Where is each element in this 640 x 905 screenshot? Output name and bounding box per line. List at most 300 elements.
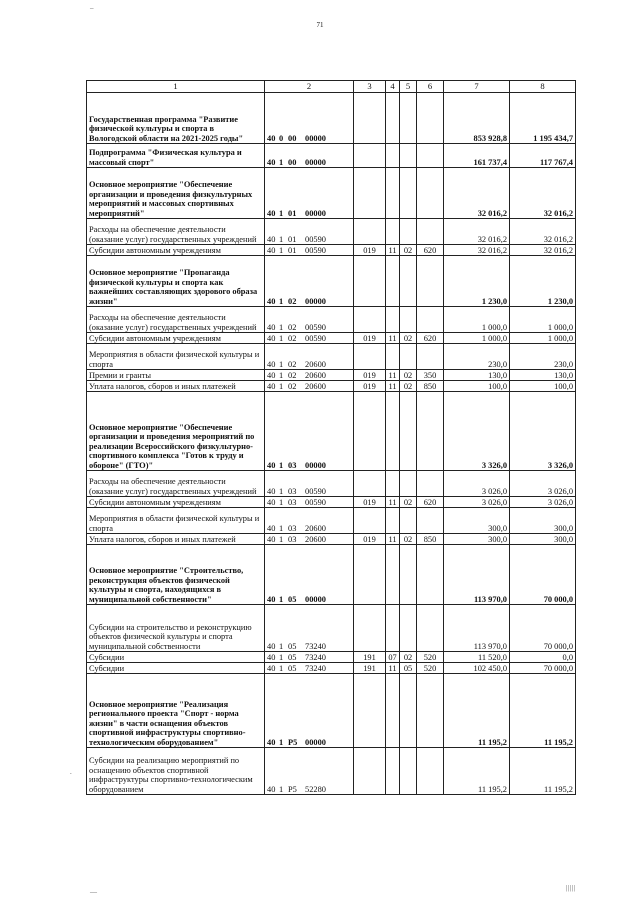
ministry-code xyxy=(354,392,386,471)
code-part: 00 xyxy=(288,157,297,167)
table-row xyxy=(87,245,576,256)
subsection-code xyxy=(400,392,417,471)
code-part: 1 xyxy=(279,486,284,496)
code-part: 02 xyxy=(288,381,297,391)
code-part: 40 xyxy=(267,497,276,507)
code-part: 52280 xyxy=(305,784,326,794)
amount-2021: 1 230,0 xyxy=(444,256,510,307)
subsection-code xyxy=(400,545,417,605)
amount-2021: 11 195,2 xyxy=(444,674,510,748)
ministry-code: 019 xyxy=(354,333,386,344)
table-row xyxy=(87,497,576,508)
code-part: 73240 xyxy=(305,641,326,651)
code-part: 02 xyxy=(288,333,297,343)
column-header: 8 xyxy=(510,81,576,93)
code-part: 0 xyxy=(279,133,284,143)
section-code xyxy=(386,605,400,652)
column-header: 2 xyxy=(265,81,354,93)
code-part: 02 xyxy=(288,296,297,306)
amount-2021: 32 016,2 xyxy=(444,168,510,219)
amount-2022: 117 767,4 xyxy=(510,144,576,168)
ministry-code: 019 xyxy=(354,497,386,508)
amount-2021: 1 000,0 xyxy=(444,333,510,344)
program-code xyxy=(265,545,354,605)
subsection-code xyxy=(400,93,417,144)
code-part: 1 xyxy=(279,157,284,167)
code-part: 40 xyxy=(267,486,276,496)
table-row xyxy=(87,333,576,344)
code-part: 40 xyxy=(267,784,276,794)
amount-2022: 32 016,2 xyxy=(510,245,576,256)
amount-2021: 230,0 xyxy=(444,344,510,370)
row-name: Подпрограмма "Физическая культура и массовый спорт" xyxy=(87,144,265,168)
subsection-code xyxy=(400,508,417,534)
amount-2021: 113 970,0 xyxy=(444,545,510,605)
code-part: 01 xyxy=(288,234,297,244)
code-part: 40 xyxy=(267,460,276,470)
code-part: 40 xyxy=(267,333,276,343)
subsection-code xyxy=(400,674,417,748)
code-part: 1 xyxy=(279,534,284,544)
code-part: 73240 xyxy=(305,663,326,673)
code-part: 02 xyxy=(288,359,297,369)
code-part: 00000 xyxy=(305,737,326,747)
expense-type-code xyxy=(417,256,444,307)
ministry-code xyxy=(354,93,386,144)
program-code xyxy=(265,370,354,381)
section-code xyxy=(386,256,400,307)
amount-2021: 11 195,2 xyxy=(444,748,510,795)
amount-2022: 0,0 xyxy=(510,652,576,663)
code-part: 1 xyxy=(279,784,284,794)
amount-2022: 32 016,2 xyxy=(510,168,576,219)
amount-2022: 230,0 xyxy=(510,344,576,370)
expense-type-code: 620 xyxy=(417,497,444,508)
ministry-code xyxy=(354,256,386,307)
code-part: 1 xyxy=(279,523,284,533)
amount-2021: 100,0 xyxy=(444,381,510,392)
subsection-code: 02 xyxy=(400,370,417,381)
code-part: 1 xyxy=(279,234,284,244)
expense-type-code: 620 xyxy=(417,333,444,344)
amount-2021: 3 026,0 xyxy=(444,471,510,497)
subsection-code: 02 xyxy=(400,497,417,508)
code-part: 00590 xyxy=(305,497,326,507)
scan-artifact: — xyxy=(90,888,97,896)
section-code: 11 xyxy=(386,381,400,392)
code-part: 01 xyxy=(288,208,297,218)
code-part: 03 xyxy=(288,523,297,533)
column-header: 1 xyxy=(87,81,265,93)
section-code xyxy=(386,674,400,748)
amount-2021: 300,0 xyxy=(444,534,510,545)
subsection-code: 02 xyxy=(400,652,417,663)
code-part: 1 xyxy=(279,594,284,604)
ministry-code: 191 xyxy=(354,652,386,663)
section-code xyxy=(386,545,400,605)
scan-artifact: . xyxy=(70,768,72,776)
code-part: 20600 xyxy=(305,381,326,391)
section-code xyxy=(386,508,400,534)
amount-2021: 130,0 xyxy=(444,370,510,381)
expense-type-code xyxy=(417,307,444,333)
code-part: 05 xyxy=(288,663,297,673)
code-part: 1 xyxy=(279,296,284,306)
code-part: 40 xyxy=(267,322,276,332)
subsection-code xyxy=(400,748,417,795)
amount-2022: 1 000,0 xyxy=(510,333,576,344)
code-part: 40 xyxy=(267,737,276,747)
code-part: P5 xyxy=(288,784,297,794)
ministry-code xyxy=(354,605,386,652)
section-code: 11 xyxy=(386,663,400,674)
program-code xyxy=(265,508,354,534)
expense-type-code: 850 xyxy=(417,534,444,545)
column-header: 7 xyxy=(444,81,510,93)
code-part: 40 xyxy=(267,208,276,218)
amount-2022: 300,0 xyxy=(510,534,576,545)
expense-type-code xyxy=(417,748,444,795)
code-part: 1 xyxy=(279,641,284,651)
table-row xyxy=(87,471,576,497)
code-part: 1 xyxy=(279,663,284,673)
code-part: 40 xyxy=(267,157,276,167)
amount-2022: 3 026,0 xyxy=(510,471,576,497)
section-code xyxy=(386,93,400,144)
table-row xyxy=(87,748,576,795)
code-part: 1 xyxy=(279,381,284,391)
code-part: 00590 xyxy=(305,333,326,343)
table-row xyxy=(87,381,576,392)
table-row xyxy=(87,219,576,245)
section-code xyxy=(386,392,400,471)
ministry-code: 019 xyxy=(354,534,386,545)
section-code xyxy=(386,471,400,497)
row-name: Основное мероприятие "Пропаганда физической культуры и спорта как важнейших составляющих здорового образа жизни" xyxy=(87,256,265,307)
code-part: 40 xyxy=(267,594,276,604)
row-name: Основное мероприятие "Обеспечение организации и проведения мероприятий по реализации Всероссийского физкультурно-спортивного комплекса "Готов к труду и обороне" (ГТО)" xyxy=(87,392,265,471)
code-part: 03 xyxy=(288,460,297,470)
table-row xyxy=(87,256,576,307)
code-part: 20600 xyxy=(305,370,326,380)
program-code xyxy=(265,307,354,333)
row-name: Расходы на обеспечение деятельности (оказание услуг) государственных учреждений xyxy=(87,471,265,497)
section-code xyxy=(386,344,400,370)
program-code xyxy=(265,168,354,219)
scan-artifact: ||||| xyxy=(566,884,576,892)
expense-type-code: 520 xyxy=(417,652,444,663)
column-header: 4 xyxy=(386,81,400,93)
ministry-code xyxy=(354,144,386,168)
table-row xyxy=(87,344,576,370)
row-name: Основное мероприятие "Строительство, реконструкция объектов физической культуры и спорта, находящихся в муниципальной собственности" xyxy=(87,545,265,605)
column-header: 6 xyxy=(417,81,444,93)
code-part: 02 xyxy=(288,322,297,332)
table-body xyxy=(87,93,576,795)
code-part: 00590 xyxy=(305,322,326,332)
table-row xyxy=(87,508,576,534)
page-number: 71 xyxy=(316,21,324,29)
column-header: 5 xyxy=(400,81,417,93)
code-part: 40 xyxy=(267,663,276,673)
code-part: 40 xyxy=(267,245,276,255)
row-name: Основное мероприятие "Обеспечение организации и проведения физкультурных мероприятий и массовых спортивных мероприятий" xyxy=(87,168,265,219)
code-part: 1 xyxy=(279,333,284,343)
code-part: 01 xyxy=(288,245,297,255)
expense-type-code: 520 xyxy=(417,663,444,674)
code-part: 40 xyxy=(267,296,276,306)
ministry-code: 019 xyxy=(354,245,386,256)
code-part: 03 xyxy=(288,486,297,496)
table-row xyxy=(87,605,576,652)
amount-2022: 100,0 xyxy=(510,381,576,392)
section-code: 07 xyxy=(386,652,400,663)
program-code xyxy=(265,663,354,674)
amount-2021: 1 000,0 xyxy=(444,307,510,333)
ministry-code: 019 xyxy=(354,381,386,392)
program-code xyxy=(265,144,354,168)
subsection-code: 05 xyxy=(400,663,417,674)
code-part: 05 xyxy=(288,641,297,651)
code-part: 40 xyxy=(267,359,276,369)
code-part: 00000 xyxy=(305,133,326,143)
amount-2022: 70 000,0 xyxy=(510,605,576,652)
code-part: 00000 xyxy=(305,460,326,470)
amount-2021: 3 026,0 xyxy=(444,497,510,508)
ministry-code: 191 xyxy=(354,663,386,674)
table-row xyxy=(87,144,576,168)
code-part: 40 xyxy=(267,370,276,380)
subsection-code xyxy=(400,168,417,219)
subsection-code: 02 xyxy=(400,534,417,545)
amount-2022: 70 000,0 xyxy=(510,545,576,605)
code-part: 40 xyxy=(267,523,276,533)
code-part: 40 xyxy=(267,234,276,244)
amount-2022: 130,0 xyxy=(510,370,576,381)
amount-2022: 3 026,0 xyxy=(510,497,576,508)
program-code xyxy=(265,674,354,748)
amount-2022: 70 000,0 xyxy=(510,663,576,674)
program-code xyxy=(265,344,354,370)
code-part: 02 xyxy=(288,370,297,380)
subsection-code xyxy=(400,256,417,307)
program-code xyxy=(265,256,354,307)
subsection-code xyxy=(400,219,417,245)
amount-2022: 11 195,2 xyxy=(510,674,576,748)
table-row xyxy=(87,545,576,605)
code-part: 1 xyxy=(279,652,284,662)
program-code xyxy=(265,652,354,663)
code-part: 1 xyxy=(279,460,284,470)
ministry-code: 019 xyxy=(354,370,386,381)
amount-2022: 32 016,2 xyxy=(510,219,576,245)
table-row xyxy=(87,168,576,219)
ministry-code xyxy=(354,508,386,534)
row-name: Государственная программа "Развитие физической культуры и спорта в Вологодской области на 2021-2025 годы" xyxy=(87,93,265,144)
expense-type-code xyxy=(417,219,444,245)
expense-type-code xyxy=(417,168,444,219)
program-code xyxy=(265,471,354,497)
row-name: Расходы на обеспечение деятельности (оказание услуг) государственных учреждений xyxy=(87,219,265,245)
program-code xyxy=(265,497,354,508)
amount-2022: 11 195,2 xyxy=(510,748,576,795)
expense-type-code: 350 xyxy=(417,370,444,381)
code-part: 00000 xyxy=(305,594,326,604)
row-name: Субсидии на строительство и реконструкцию объектов физической культуры и спорта муниципальной собственности xyxy=(87,605,265,652)
expense-type-code xyxy=(417,471,444,497)
ministry-code xyxy=(354,545,386,605)
code-part: 05 xyxy=(288,652,297,662)
expense-type-code xyxy=(417,144,444,168)
code-part: 40 xyxy=(267,381,276,391)
table-row xyxy=(87,652,576,663)
amount-2022: 300,0 xyxy=(510,508,576,534)
ministry-code xyxy=(354,168,386,219)
section-code xyxy=(386,219,400,245)
subsection-code xyxy=(400,144,417,168)
program-code xyxy=(265,245,354,256)
expense-type-code xyxy=(417,545,444,605)
code-part: 00000 xyxy=(305,157,326,167)
ministry-code xyxy=(354,674,386,748)
expense-type-code: 850 xyxy=(417,381,444,392)
code-part: 40 xyxy=(267,641,276,651)
code-part: 20600 xyxy=(305,523,326,533)
expense-type-code: 620 xyxy=(417,245,444,256)
code-part: 20600 xyxy=(305,359,326,369)
ministry-code xyxy=(354,471,386,497)
amount-2022: 3 326,0 xyxy=(510,392,576,471)
expense-type-code xyxy=(417,605,444,652)
subsection-code: 02 xyxy=(400,245,417,256)
code-part: 1 xyxy=(279,359,284,369)
subsection-code xyxy=(400,344,417,370)
program-code xyxy=(265,93,354,144)
amount-2021: 32 016,2 xyxy=(444,245,510,256)
code-part: 1 xyxy=(279,322,284,332)
row-name: Субсидии автономным учреждениям xyxy=(87,245,265,256)
row-name: Субсидии автономным учреждениям xyxy=(87,497,265,508)
program-code xyxy=(265,219,354,245)
section-code xyxy=(386,168,400,219)
amount-2021: 300,0 xyxy=(444,508,510,534)
code-part: 00590 xyxy=(305,486,326,496)
program-code xyxy=(265,605,354,652)
subsection-code xyxy=(400,605,417,652)
code-part: 40 xyxy=(267,534,276,544)
row-name: Расходы на обеспечение деятельности (оказание услуг) государственных учреждений xyxy=(87,307,265,333)
row-name: Уплата налогов, сборов и иных платежей xyxy=(87,534,265,545)
table-row xyxy=(87,534,576,545)
amount-2021: 3 326,0 xyxy=(444,392,510,471)
amount-2021: 32 016,2 xyxy=(444,219,510,245)
amount-2022: 1 000,0 xyxy=(510,307,576,333)
code-part: 00590 xyxy=(305,245,326,255)
table-row xyxy=(87,370,576,381)
scan-artifact: – xyxy=(90,4,94,12)
budget-table xyxy=(86,80,576,795)
code-part: 20600 xyxy=(305,534,326,544)
section-code: 11 xyxy=(386,333,400,344)
program-code xyxy=(265,748,354,795)
row-name: Субсидии xyxy=(87,663,265,674)
ministry-code xyxy=(354,748,386,795)
row-name: Премии и гранты xyxy=(87,370,265,381)
code-part: 03 xyxy=(288,497,297,507)
expense-type-code xyxy=(417,344,444,370)
row-name: Мероприятия в области физической культуры и спорта xyxy=(87,344,265,370)
section-code: 11 xyxy=(386,497,400,508)
section-code: 11 xyxy=(386,370,400,381)
subsection-code xyxy=(400,307,417,333)
amount-2021: 113 970,0 xyxy=(444,605,510,652)
code-part: P5 xyxy=(288,737,298,747)
table-row xyxy=(87,392,576,471)
subsection-code: 02 xyxy=(400,333,417,344)
amount-2021: 11 520,0 xyxy=(444,652,510,663)
code-part: 73240 xyxy=(305,652,326,662)
code-part: 03 xyxy=(288,534,297,544)
amount-2022: 1 195 434,7 xyxy=(510,93,576,144)
program-code xyxy=(265,392,354,471)
expense-type-code xyxy=(417,93,444,144)
section-code: 11 xyxy=(386,245,400,256)
code-part: 1 xyxy=(279,737,284,747)
ministry-code xyxy=(354,344,386,370)
subsection-code: 02 xyxy=(400,381,417,392)
code-part: 1 xyxy=(279,245,284,255)
row-name: Субсидии на реализацию мероприятий по оснащению объектов спортивной инфраструктуры спортивно-технологическим оборудованием xyxy=(87,748,265,795)
code-part: 40 xyxy=(267,652,276,662)
program-code xyxy=(265,333,354,344)
code-part: 1 xyxy=(279,208,284,218)
code-part: 00000 xyxy=(305,296,326,306)
code-part: 40 xyxy=(267,133,276,143)
table-row xyxy=(87,663,576,674)
table-row xyxy=(87,93,576,144)
row-name: Субсидии xyxy=(87,652,265,663)
amount-2021: 161 737,4 xyxy=(444,144,510,168)
table-row xyxy=(87,307,576,333)
row-name: Уплата налогов, сборов и иных платежей xyxy=(87,381,265,392)
expense-type-code xyxy=(417,392,444,471)
row-name: Мероприятия в области физической культуры и спорта xyxy=(87,508,265,534)
code-part: 1 xyxy=(279,370,284,380)
code-part: 00590 xyxy=(305,234,326,244)
section-code xyxy=(386,144,400,168)
table-row xyxy=(87,674,576,748)
expense-type-code xyxy=(417,674,444,748)
amount-2021: 853 928,8 xyxy=(444,93,510,144)
section-code xyxy=(386,748,400,795)
code-part: 00 xyxy=(288,133,297,143)
section-code xyxy=(386,307,400,333)
code-part: 1 xyxy=(279,497,284,507)
program-code xyxy=(265,381,354,392)
code-part: 05 xyxy=(288,594,297,604)
ministry-code xyxy=(354,219,386,245)
code-part: 00000 xyxy=(305,208,326,218)
amount-2022: 1 230,0 xyxy=(510,256,576,307)
column-header: 3 xyxy=(354,81,386,93)
row-name: Основное мероприятие "Реализация регионального проекта "Спорт - норма жизни" в части оснащения объектов спортивной инфраструктуры спортивно-технологическим оборудованием" xyxy=(87,674,265,748)
amount-2021: 102 450,0 xyxy=(444,663,510,674)
section-code: 11 xyxy=(386,534,400,545)
subsection-code xyxy=(400,471,417,497)
row-name: Субсидии автономным учреждениям xyxy=(87,333,265,344)
ministry-code xyxy=(354,307,386,333)
program-code xyxy=(265,534,354,545)
